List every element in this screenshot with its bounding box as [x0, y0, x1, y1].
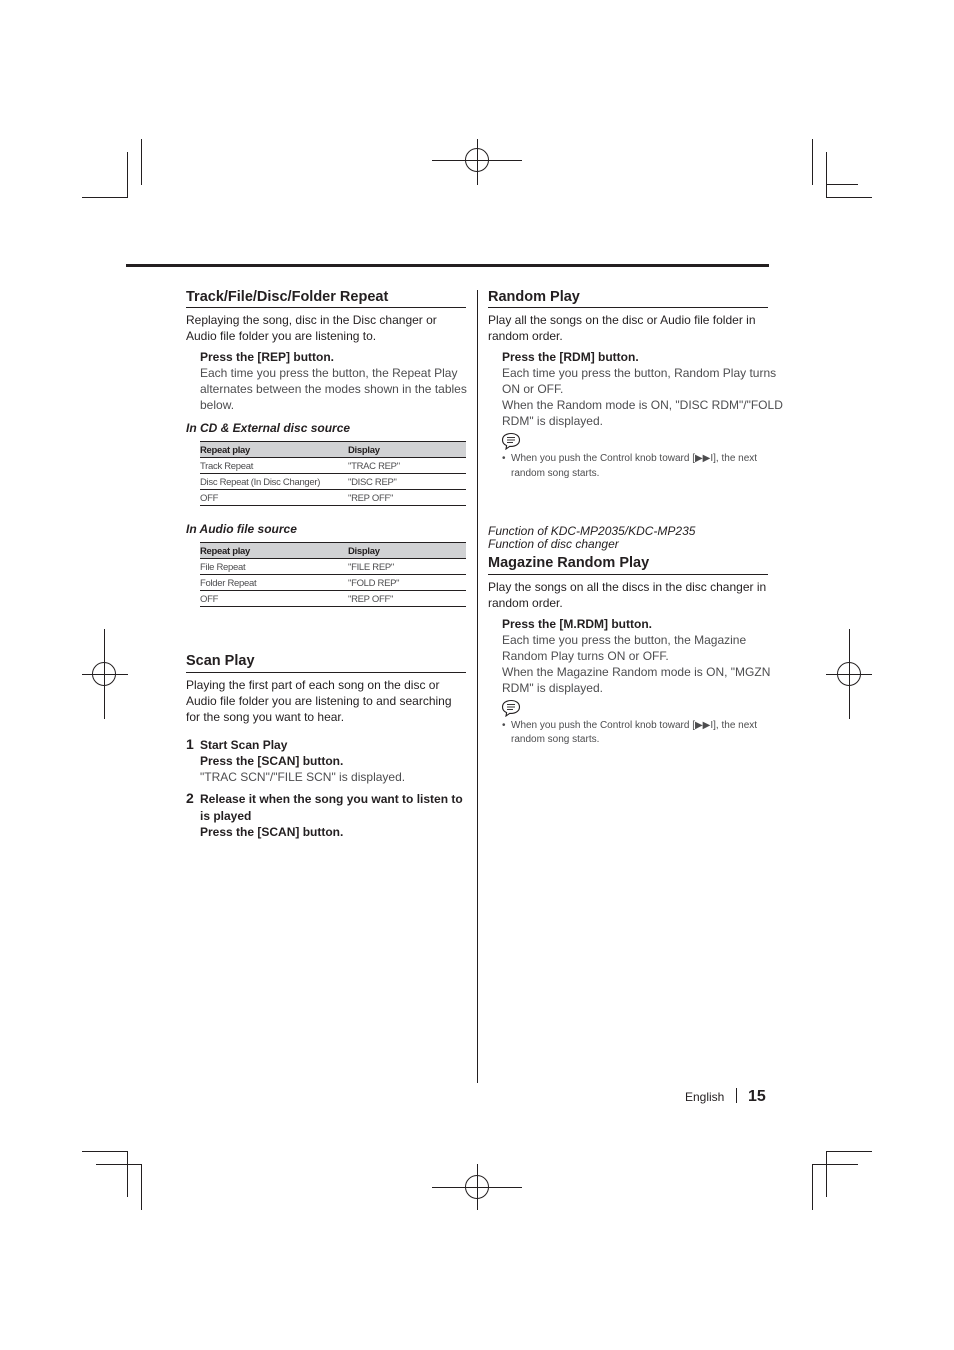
table-header: Display	[348, 442, 466, 458]
note-icon	[501, 699, 521, 717]
table-row	[200, 474, 466, 490]
random-intro-2: random order.	[488, 329, 563, 343]
magazine-desc-4: RDM" is displayed.	[502, 681, 603, 695]
repeat-title-rule	[186, 307, 466, 308]
magazine-desc-1: Each time you press the button, the Magazine	[502, 633, 747, 647]
note-icon	[501, 432, 521, 450]
scan-step1-desc: "TRAC SCN"/"FILE SCN" is displayed.	[200, 770, 406, 784]
top-rule	[126, 264, 769, 267]
footer-divider	[736, 1088, 737, 1103]
table-cell: Track Repeat	[200, 458, 348, 474]
repeat-desc-2: alternates between the modes shown in the tables	[200, 382, 467, 396]
magazine-note-1: When you push the Control knob toward [▶▶I], the next	[511, 720, 758, 731]
scan-intro-1: Playing the first part of each song on the disc or	[186, 678, 440, 692]
random-desc-3: When the Random mode is ON, "DISC RDM"/"FOLD	[502, 398, 783, 412]
scan-title-rule	[186, 672, 466, 673]
bullet-marker: •	[502, 720, 506, 731]
table-cell: "TRAC REP"	[348, 458, 466, 474]
function-note-2: Function of disc changer	[488, 537, 619, 551]
cd-source-heading: In CD & External disc source	[186, 421, 351, 435]
random-desc-2: ON or OFF.	[502, 382, 564, 396]
audio-source-heading: In Audio file source	[186, 522, 297, 536]
table-cell: Folder Repeat	[200, 575, 348, 591]
table-cell: File Repeat	[200, 559, 348, 575]
function-note-1: Function of KDC-MP2035/KDC-MP235	[488, 524, 696, 538]
table-row	[200, 591, 466, 607]
random-desc-1: Each time you press the button, Random Play turns	[502, 366, 777, 380]
magazine-desc-3: When the Magazine Random mode is ON, "MGZN	[502, 665, 771, 679]
repeat-desc-1: Each time you press the button, the Repeat Play	[200, 366, 458, 380]
random-note-2: random song starts.	[511, 468, 600, 479]
audio-repeat-table	[200, 542, 466, 607]
scan-intro-2: Audio file folder you are listening to and searching	[186, 694, 452, 708]
table-cell: "FILE REP"	[348, 559, 466, 575]
table-header-row	[200, 543, 466, 559]
column-divider	[477, 290, 478, 1083]
repeat-title: Track/File/Disc/Folder Repeat	[186, 289, 389, 305]
scan-title: Scan Play	[186, 653, 255, 669]
magazine-title-rule	[488, 574, 768, 575]
table-cell: "FOLD REP"	[348, 575, 466, 591]
magazine-step: Press the [M.RDM] button.	[502, 617, 652, 631]
random-step: Press the [RDM] button.	[502, 350, 639, 364]
scan-step2-action: Press the [SCAN] button.	[200, 825, 344, 839]
random-title: Random Play	[488, 289, 580, 305]
random-desc-4: RDM" is displayed.	[502, 414, 603, 428]
page-number: 15	[748, 1088, 766, 1105]
magazine-desc-2: Random Play turns ON or OFF.	[502, 649, 669, 663]
repeat-desc-3: below.	[200, 398, 235, 412]
repeat-intro-1: Replaying the song, disc in the Disc changer or	[186, 313, 437, 327]
table-row	[200, 458, 466, 474]
step-number: 1	[186, 736, 194, 752]
scan-step2-title-2: is played	[200, 809, 252, 823]
cd-repeat-table	[200, 441, 466, 506]
random-intro-1: Play all the songs on the disc or Audio file folder in	[488, 313, 756, 327]
magazine-title: Magazine Random Play	[488, 555, 650, 571]
table-cell: "REP OFF"	[348, 490, 466, 506]
magazine-intro-2: random order.	[488, 596, 563, 610]
table-cell: OFF	[200, 490, 348, 506]
table-row	[200, 490, 466, 506]
scan-intro-3: for the song you want to hear.	[186, 710, 345, 724]
table-row	[200, 575, 466, 591]
table-header: Display	[348, 543, 466, 559]
table-header: Repeat play	[200, 543, 348, 559]
table-cell: OFF	[200, 591, 348, 607]
random-note-1: When you push the Control knob toward [▶▶I], the next	[511, 453, 758, 464]
repeat-step: Press the [REP] button.	[200, 350, 335, 364]
repeat-intro-2: Audio file folder you are listening to.	[186, 329, 377, 343]
table-cell: "DISC REP"	[348, 474, 466, 490]
scan-step2-title-1: Release it when the song you want to listen to	[200, 792, 463, 806]
table-row	[200, 559, 466, 575]
random-title-rule	[488, 307, 768, 308]
scan-step1-title: Start Scan Play	[200, 738, 288, 752]
scan-step1-action: Press the [SCAN] button.	[200, 754, 344, 768]
table-cell: "REP OFF"	[348, 591, 466, 607]
bullet-marker: •	[502, 453, 506, 464]
table-cell: Disc Repeat (In Disc Changer)	[200, 474, 348, 490]
magazine-intro-1: Play the songs on all the discs in the disc changer in	[488, 580, 767, 594]
magazine-note-2: random song starts.	[511, 734, 600, 745]
step-number: 2	[186, 790, 194, 806]
table-header-row	[200, 442, 466, 458]
footer-language: English	[685, 1090, 725, 1104]
table-header: Repeat play	[200, 442, 348, 458]
